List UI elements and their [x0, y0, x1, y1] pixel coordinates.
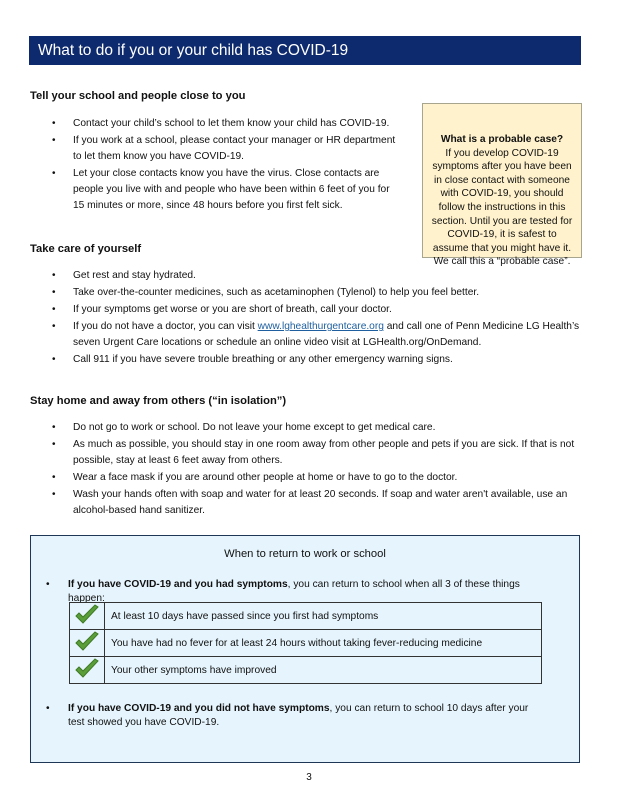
green-checkmark-icon: [74, 631, 100, 653]
tell-school-list: [52, 116, 397, 215]
list-item: • Call 911 if you have severe trouble breathing or any other emergency warning signs.: [52, 352, 582, 368]
list-item: • Wear a face mask if you are around other people at home or have to go to the doctor.: [52, 470, 582, 486]
return-box-title: When to return to work or school: [224, 548, 386, 560]
isolation-list: [52, 420, 582, 520]
probable-case-callout: [422, 103, 582, 268]
green-checkmark-icon: [74, 604, 100, 626]
heading-take-care: Take care of yourself: [30, 243, 142, 255]
list-item: • As much as possible, you should stay in one room away from other people and pets if you are sick. If that is not possible, stay at least 6 feet away from others.: [52, 437, 582, 469]
table-row: [70, 630, 542, 657]
list-item-had-symptoms: • If you have COVID-19 and you had symptoms, you can return to school when all 3 of these things happen:: [46, 578, 546, 606]
list-item: • If you work at a school, please contact your manager or HR department to let them know you have COVID-19.: [52, 133, 397, 165]
page-banner-title: What to do if you or your child has COVID-19: [29, 36, 581, 65]
return-no-symptoms-list: [46, 702, 546, 730]
callout-body: If you develop COVID-19 symptoms after you have been in close contact with someone with COVID-19, you should follow the instructions in this section. Until you are tested for COVID-19, it is safest to assume that you might have it. We call this a “probable case”.: [431, 147, 573, 268]
list-item: • Let your close contacts know you have the virus. Close contacts are people you live with and people who have been within 6 feet of you for 15 minutes or more, since 48 hours before you first felt sick.: [52, 166, 397, 214]
callout-title: What is a probable case?: [440, 134, 564, 145]
list-item: • Contact your child’s school to let them know your child has COVID-19.: [52, 116, 397, 132]
checklist-item: Your other symptoms have improved: [105, 657, 542, 684]
list-item: • Wash your hands often with soap and water for at least 20 seconds. If soap and water aren't available, use an alcohol-based hand sanitizer.: [52, 487, 582, 519]
list-item: • Do not go to work or school. Do not leave your home except to get medical care.: [52, 420, 582, 436]
list-item: • Take over-the-counter medicines, such as acetaminophen (Tylenol) to help you feel better.: [52, 285, 582, 301]
checklist-item: At least 10 days have passed since you first had symptoms: [105, 603, 542, 630]
take-care-list: [52, 268, 582, 369]
return-to-school-box: [30, 535, 580, 763]
green-checkmark-icon: [74, 658, 100, 680]
table-row: [70, 657, 542, 684]
list-item: • If your symptoms get worse or you are short of breath, call your doctor.: [52, 302, 582, 318]
heading-isolation: Stay home and away from others (“in isolation”): [30, 395, 287, 407]
heading-tell-school: Tell your school and people close to you: [30, 90, 246, 102]
page-number: 3: [306, 772, 312, 783]
list-item-find-doctor: • If you do not have a doctor, you can visit www.lghealthurgentcare.org and call one of Penn Medicine LG Health’s seven Urgent Care locations or schedule an online video visit at LGHealth.org/OnDemand.: [52, 319, 582, 351]
return-checklist-table: [69, 602, 542, 684]
urgent-care-link[interactable]: www.lghealthurgentcare.org: [257, 321, 384, 332]
checklist-item: You have had no fever for at least 24 hours without taking fever-reducing medicine: [105, 630, 542, 657]
list-item-no-symptoms: • If you have COVID-19 and you did not have symptoms, you can return to school 10 days after your test showed you have COVID-19.: [46, 702, 546, 730]
table-row: [70, 603, 542, 630]
list-item: • Get rest and stay hydrated.: [52, 268, 582, 284]
